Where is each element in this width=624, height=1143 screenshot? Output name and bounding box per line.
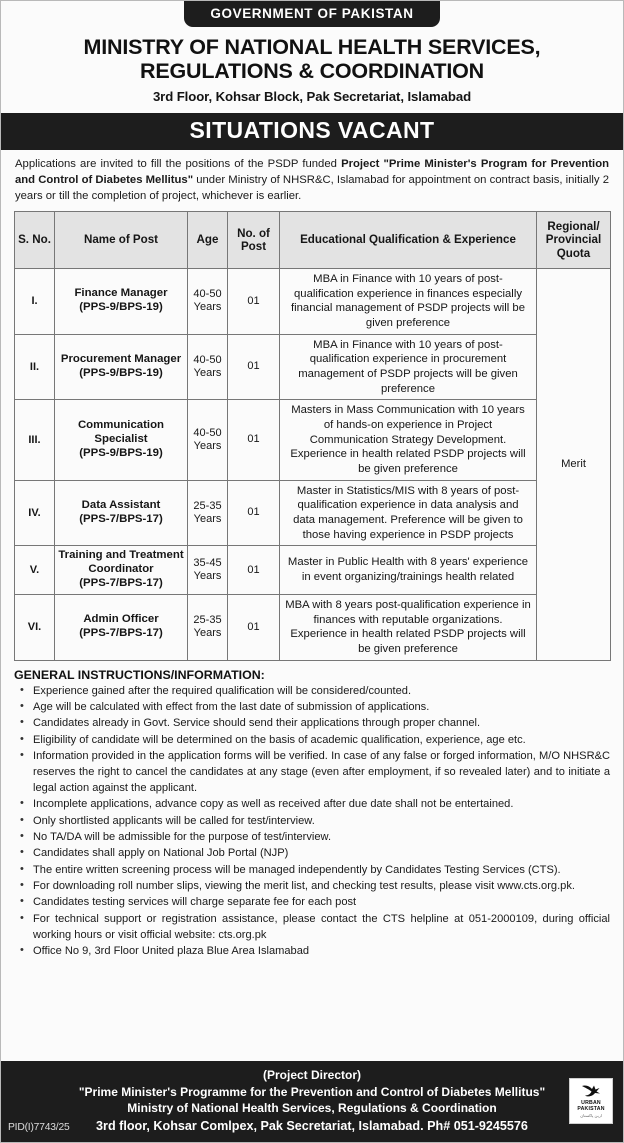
cell-qualification: MBA with 8 years post-qualification experience in finances with reputable organizations. Experience in health related PSDP projects will be given preference: [280, 595, 537, 661]
age-unit: Years: [193, 570, 222, 583]
table-row: [15, 546, 611, 595]
list-item: • Candidates testing services will charge separate fee for each post: [16, 895, 610, 911]
age-range: 35-45: [193, 557, 222, 570]
list-item: • Office No 9, 3rd Floor United plaza Blue Area Islamabad: [16, 944, 610, 960]
col-header-quota: Regional/ Provincial Quota: [537, 212, 611, 269]
age-range: 25-35: [193, 614, 222, 627]
cell-num-post: 01: [228, 546, 280, 595]
post-name: Procurement Manager: [60, 352, 182, 365]
table-row: [15, 400, 611, 480]
cell-sno: II.: [15, 334, 55, 400]
list-item: • Eligibility of candidate will be determined on the basis of academic qualification, experience, age etc.: [16, 733, 610, 749]
cell-num-post: 01: [228, 595, 280, 661]
age-unit: Years: [193, 366, 222, 379]
list-item: • Candidates shall apply on National Job Portal (NJP): [16, 846, 610, 862]
footer-programme-name: "Prime Minister's Programme for the Prevention and Control of Diabetes Mellitus": [78, 1084, 546, 1099]
cell-age: [188, 595, 228, 661]
list-item: • Only shortlisted applicants will be called for test/interview.: [16, 814, 610, 830]
cell-post: [55, 595, 188, 661]
age-unit: Years: [193, 439, 222, 452]
post-scale: (PPS-9/BPS-19): [79, 366, 163, 379]
cell-quota: Merit: [537, 268, 611, 660]
intro-paragraph: [1, 150, 623, 206]
list-item: • Age will be calculated with effect from the last date of submission of applications.: [16, 700, 610, 716]
age-range: 40-50: [193, 288, 222, 301]
logo-line3-urdu: اربن پاکستان: [580, 1113, 602, 1119]
post-name: Communication Specialist: [77, 419, 165, 445]
cell-sno: V.: [15, 546, 55, 595]
table-row: [15, 480, 611, 546]
jobs-table-body: [15, 268, 611, 660]
cell-age: [188, 334, 228, 400]
cell-post: [55, 334, 188, 400]
ministry-title-line2: REGULATIONS & COORDINATION: [140, 59, 484, 84]
list-item: • Information provided in the application forms will be verified. In case of any false or forged information, M/O NHSR&C reserves the right to cancel the candidates at any stage (even after employment, if so revealed later) and to initiate a legal action against the applicant.: [16, 749, 610, 797]
cell-sno: IV.: [15, 480, 55, 546]
cell-age: [188, 546, 228, 595]
cell-qualification: Master in Statistics/MIS with 8 years of post-qualification experience in data analysis and data management. Preference will be given to those having experience in PSDP projects: [280, 480, 537, 546]
cell-num-post: 01: [228, 480, 280, 546]
government-of-pakistan-banner: GOVERNMENT OF PAKISTAN: [184, 1, 439, 27]
cell-sno: III.: [15, 400, 55, 480]
table-row: [15, 595, 611, 661]
footer: [1, 1061, 623, 1142]
col-header-num-post: No. of Post: [228, 212, 280, 269]
list-item: • No TA/DA will be admissible for the purpose of test/interview.: [16, 830, 610, 846]
age-unit: Years: [193, 627, 222, 640]
ministry-address: 3rd Floor, Kohsar Block, Pak Secretariat, Islamabad: [152, 89, 472, 105]
post-name: Finance Manager: [74, 287, 168, 300]
cell-qualification: Masters in Mass Communication with 10 years of hands-on experience in Project Communication Strategy Development. Experience in health related PSDP projects will be given preference: [280, 400, 537, 480]
pid-number: PID(I)7743/25: [8, 1122, 70, 1133]
intro-project-name: Project "Prime Minister's Program for Prevention and Control of Diabetes Mellitus": [15, 158, 609, 187]
list-item: • Candidates already in Govt. Service should send their applications through proper channel.: [16, 716, 610, 732]
col-header-age: Age: [188, 212, 228, 269]
col-header-sno: S. No.: [15, 212, 55, 269]
list-item: • For downloading roll number slips, viewing the merit list, and checking test results, please visit www.cts.org.pk.: [16, 879, 610, 895]
jobs-table-container: [1, 206, 623, 660]
cell-sno: I.: [15, 268, 55, 334]
footer-project-director: (Project Director): [262, 1067, 362, 1082]
cell-num-post: 01: [228, 400, 280, 480]
footer-center-block: [9, 1067, 615, 1135]
cell-num-post: 01: [228, 334, 280, 400]
intro-text-part2: under Ministry of NHSR&C, Islamabad for appointment on contract basis, initially 2 years or till the completion of project, whichever is earlier.: [15, 174, 609, 203]
post-name: Training and Treatment Coordinator: [58, 549, 184, 576]
cell-post: [55, 480, 188, 546]
post-scale: (PPS-7/BPS-17): [79, 577, 163, 590]
bird-icon: [581, 1084, 601, 1098]
cell-sno: VI.: [15, 595, 55, 661]
list-item: • Incomplete applications, advance copy as well as received after due date shall not be entertained.: [16, 797, 610, 813]
general-instructions-list: [14, 684, 610, 960]
post-name: Admin Officer: [83, 613, 159, 626]
list-item: • For technical support or registration assistance, please contact the CTS helpline at 051-2000109, during official working hours or visit official website: cts.org.pk: [16, 912, 610, 944]
urban-pakistan-logo: [569, 1078, 613, 1124]
cell-qualification: MBA in Finance with 10 years of post-qualification experience in finances especially financial management of PSDP projects will be given preference: [280, 268, 537, 334]
list-item: • Experience gained after the required qualification will be considered/counted.: [16, 684, 610, 700]
cell-qualification: Master in Public Health with 8 years' experience in event organizing/trainings health related: [280, 546, 537, 595]
intro-text-part1: Applications are invited to fill the positions of the PSDP funded: [15, 158, 342, 171]
post-scale: (PPS-9/BPS-19): [79, 446, 163, 459]
table-row: [15, 334, 611, 400]
age-unit: Years: [193, 512, 222, 525]
cell-post: [55, 546, 188, 595]
logo-line1: URBAN: [581, 1100, 601, 1107]
jobs-table: [14, 211, 611, 660]
cell-qualification: MBA in Finance with 10 years of post-qualification experience in procurement management of PSDP projects will be given preference: [280, 334, 537, 400]
cell-age: [188, 400, 228, 480]
col-header-qualification: Educational Qualification & Experience: [280, 212, 537, 269]
post-scale: (PPS-9/BPS-19): [79, 301, 163, 314]
ministry-title-line1: MINISTRY OF NATIONAL HEALTH SERVICES,: [83, 35, 541, 59]
ministry-title: [1, 35, 623, 83]
footer-ministry: Ministry of National Health Services, Regulations & Coordination: [127, 1101, 497, 1116]
post-scale: (PPS-7/BPS-17): [79, 512, 163, 525]
logo-line2: PAKISTAN: [577, 1106, 605, 1113]
age-range: 40-50: [193, 353, 222, 366]
general-instructions-section: [1, 661, 623, 960]
cell-age: [188, 480, 228, 546]
general-instructions-title: GENERAL INSTRUCTIONS/INFORMATION:: [14, 667, 265, 682]
post-name: Data Assistant: [81, 499, 161, 512]
cell-post: [55, 400, 188, 480]
cell-num-post: 01: [228, 268, 280, 334]
gov-banner-container: [1, 1, 623, 27]
age-range: 25-35: [193, 499, 222, 512]
post-scale: (PPS-7/BPS-17): [79, 627, 163, 640]
age-unit: Years: [193, 301, 222, 314]
list-item: • The entire written screening process will be managed independently by Candidates Testing Services (CTS).: [16, 863, 610, 879]
table-header-row: [15, 212, 611, 269]
col-header-post: Name of Post: [55, 212, 188, 269]
cell-age: [188, 268, 228, 334]
table-row: [15, 268, 611, 334]
situations-vacant-banner: SITUATIONS VACANT: [1, 113, 623, 150]
age-range: 40-50: [193, 426, 222, 439]
cell-post: [55, 268, 188, 334]
footer-address-phone: 3rd floor, Kohsar Comlpex, Pak Secretariat, Islamabad. Ph# 051-9245576: [96, 1118, 528, 1133]
